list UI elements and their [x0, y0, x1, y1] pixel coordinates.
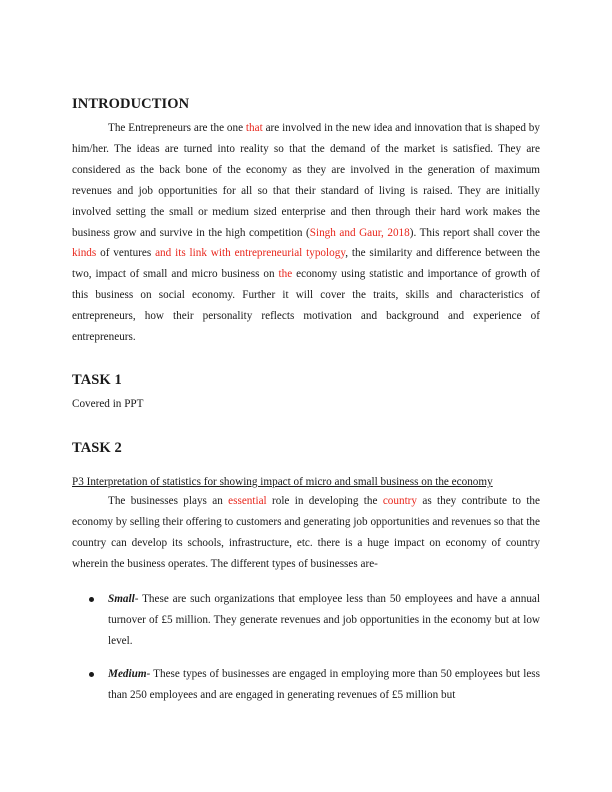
task2-heading: TASK 2	[72, 440, 122, 456]
introduction-heading: INTRODUCTION	[72, 96, 190, 112]
introduction-paragraph: The Entrepreneurs are the one that are involved in the new idea and innovation that is shaped by him/her. The ideas are turned into reality so that the demand of the market is satisfied. They are considered as the back bone of the economy as they are involved in the generation of maximum revenues and job opportunities for all so that their standard of living is raised. They are initially involved setting the small or medium sized enterprise and then through their hard work makes the business grow and survive in the high competition (Singh and Gaur, 2018). This report shall cover the kinds of ventures and its link with entrepreneurial typology, the similarity and difference between the two, impact of small and micro business on the economy using statistic and importance of growth of this business on social economy. Further it will cover the traits, skills and characteristics of entrepreneurs, how their personality reflects motivation and background and experience of entrepreneurs.	[72, 122, 540, 344]
highlight-text: country	[382, 495, 418, 507]
bullet-icon	[89, 597, 94, 602]
p3-subheading: P3 Interpretation of statistics for showing impact of micro and small business on the economy	[72, 476, 493, 488]
citation-highlight: Singh and Gaur, 2018	[309, 226, 410, 239]
highlight-text: and its link with entrepreneurial typology	[155, 247, 346, 260]
bullet-icon	[89, 672, 94, 677]
highlight-text: kinds	[72, 247, 97, 260]
business-types-list	[72, 589, 540, 706]
list-item: Medium- These types of businesses are engaged in employing more than 50 employees but less than 250 employees and are engaged in generating revenues of £5 million but	[72, 664, 540, 706]
task2-paragraph: The businesses plays an essential role in developing the country as they contribute to the economy by selling their offering to customers and generating job opportunities and revenues so that the country can develop its schools, infrastructure, etc. there is a huge impact on economy of country wherein the business operates. The different types of businesses are-	[72, 495, 540, 570]
highlight-text: the	[278, 268, 293, 281]
task1-heading: TASK 1	[72, 372, 122, 388]
list-item: Small- These are such organizations that employee less than 50 employees and have a annual turnover of £5 million. They generate revenues and job opportunities in the economy but at low level.	[72, 589, 540, 652]
task1-body: Covered in PPT	[72, 398, 144, 410]
highlight-text: that	[245, 122, 263, 134]
highlight-text: essential	[228, 495, 267, 507]
